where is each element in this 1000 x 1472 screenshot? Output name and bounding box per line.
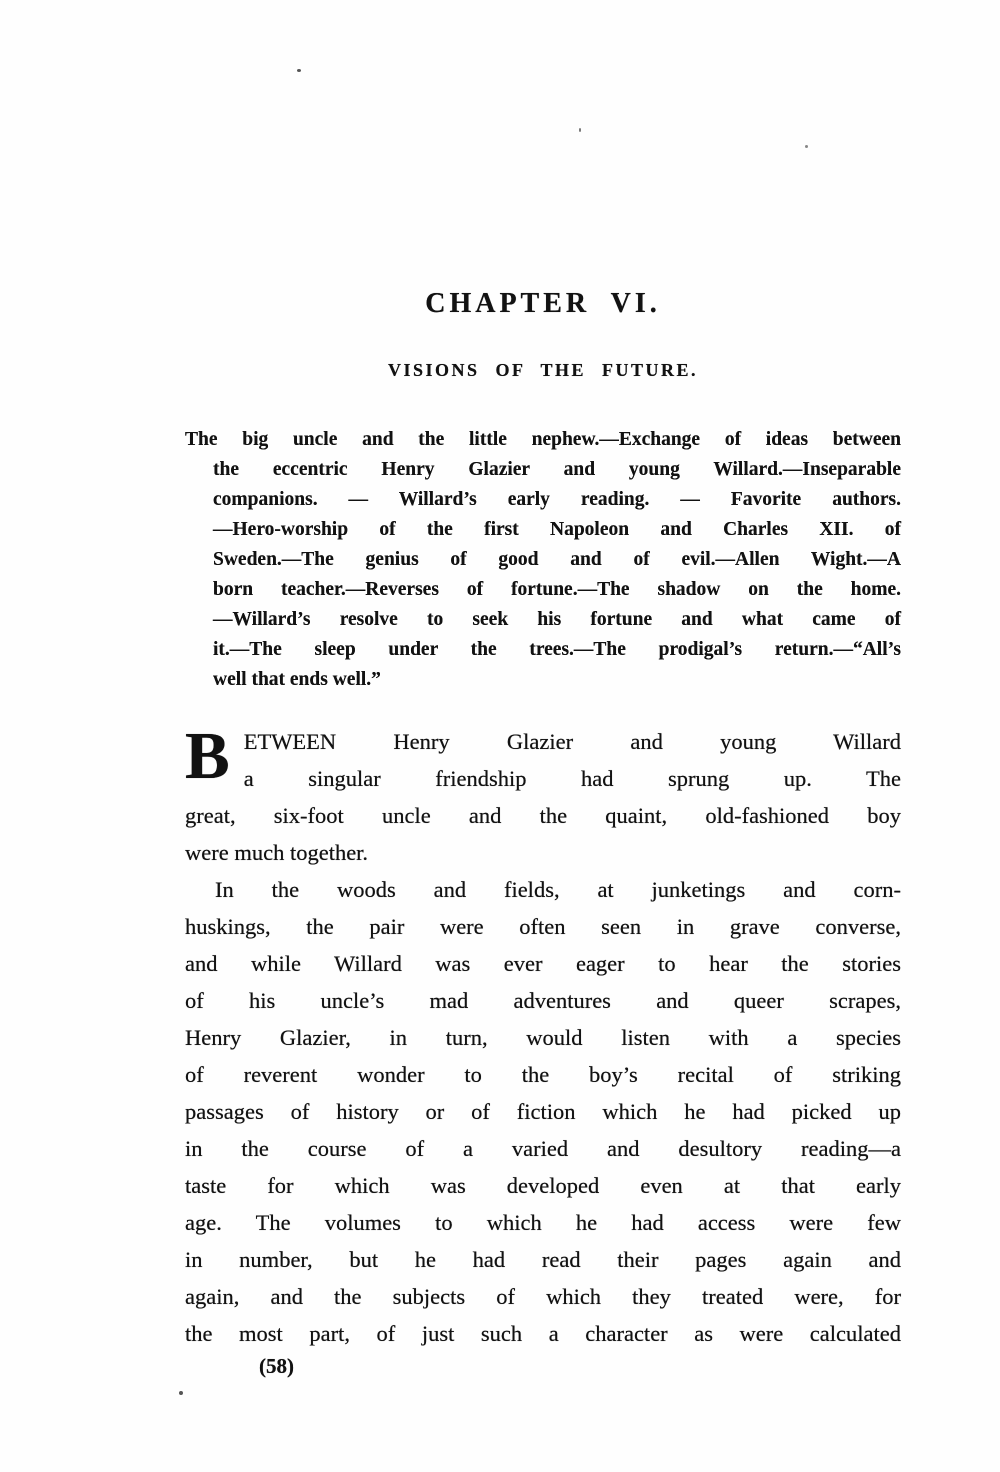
body-text [185,719,901,1352]
section-title: VISIONS OF THE FUTURE. [387,360,699,380]
text-line: great, six-foot uncle and the quaint, old-fashioned boy [185,803,901,828]
scan-speck [179,1391,183,1395]
text-line: age. The volumes to which he had access were few [185,1210,901,1235]
summary-line: the eccentric Henry Glazier and young Willard.—Inseparable [213,459,901,480]
summary-line: —Willard’s resolve to seek his fortune and what came of [213,609,901,630]
text-line: passages of history or of fiction which he had picked up [185,1099,901,1124]
page-number: (58) [259,1354,294,1378]
text-line: huskings, the pair were often seen in grave converse, [185,914,901,939]
summary-line: well that ends well.” [213,669,381,690]
text-line: were much together. [185,840,369,865]
summary-line: The big uncle and the little nephew.—Exchange of ideas between [185,429,901,450]
chapter-title: CHAPTER VI. [425,288,661,319]
drop-cap: B [185,719,230,793]
text-line: Henry Glazier, in turn, would listen with a species [185,1025,901,1050]
text-line: a singular friendship had sprung up. The [243,766,901,791]
text-line: in number, but he had read their pages again and [185,1247,901,1272]
paragraph [185,719,901,871]
scan-speck [297,69,301,72]
text-line: ETWEEN Henry Glazier and young Willard [243,729,901,754]
chapter-summary [185,425,901,695]
text-line: in the course of a varied and desultory reading—a [185,1136,901,1161]
text-block [185,0,901,1379]
scan-speck [579,128,581,132]
scan-speck [805,145,808,148]
text-line: the most part, of just such a character as were calculated [185,1321,901,1346]
text-line: of his uncle’s mad adventures and queer scrapes, [185,988,901,1013]
summary-line: it.—The sleep under the trees.—The prodigal’s return.—“All’s [213,639,901,660]
text-line: and while Willard was ever eager to hear the stories [185,951,901,976]
paragraph [185,871,901,1352]
summary-line: companions. — Willard’s early reading. — Favorite authors. [213,489,901,510]
text-line: taste for which was developed even at that early [185,1173,901,1198]
summary-line: Sweden.—The genius of good and of evil.—Allen Wight.—A [213,549,901,570]
summary-line: —Hero-worship of the first Napoleon and Charles XII. of [213,519,901,540]
text-line: of reverent wonder to the boy’s recital of striking [185,1062,901,1087]
summary-line: born teacher.—Reverses of fortune.—The shadow on the home. [213,579,901,600]
text-line: In the woods and fields, at junketings and corn- [215,877,901,902]
text-line: again, and the subjects of which they treated were, for [185,1284,901,1309]
